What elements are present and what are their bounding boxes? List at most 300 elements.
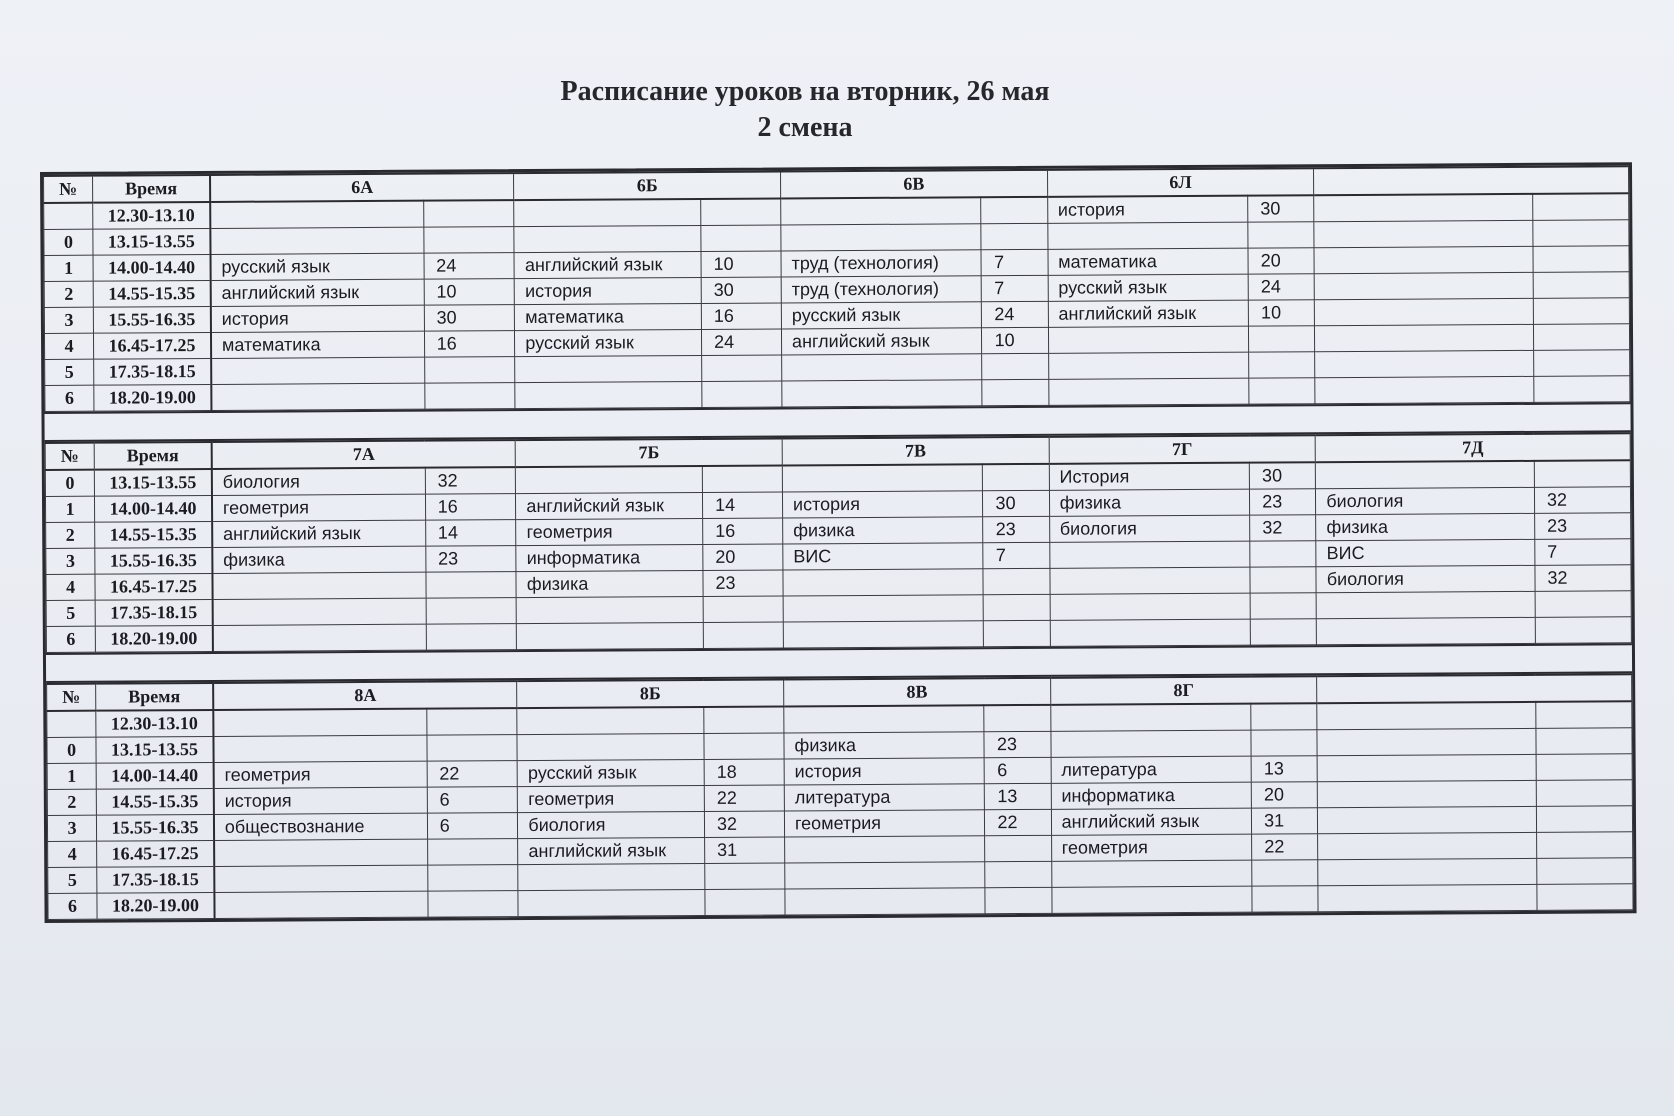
subject-cell: английский язык — [212, 520, 425, 547]
subject-cell: физика — [783, 517, 984, 544]
room-cell — [703, 622, 783, 648]
room-cell: 23 — [984, 731, 1050, 757]
class-header: 6Л — [1047, 168, 1314, 197]
room-cell: 23 — [983, 516, 1049, 542]
class-header: 6Б — [514, 171, 781, 200]
room-cell: 24 — [1248, 274, 1314, 300]
subject-cell: английский язык — [1051, 808, 1252, 835]
lesson-number: 6 — [45, 385, 94, 411]
subject-cell: биология — [518, 811, 705, 838]
subject-cell — [514, 225, 701, 252]
room-cell: 23 — [1250, 489, 1316, 515]
lesson-time: 16.45-17.25 — [97, 840, 214, 867]
subject-cell — [1049, 541, 1250, 568]
subject-cell — [1316, 591, 1535, 618]
room-cell — [1251, 703, 1317, 730]
subject-cell: обществознание — [214, 813, 427, 840]
subject-cell — [1314, 220, 1533, 247]
subject-cell: физика — [1049, 489, 1250, 516]
schedule-block — [45, 432, 1632, 653]
subject-cell: математика — [515, 303, 702, 330]
subject-cell — [1048, 378, 1249, 405]
lesson-number: 4 — [46, 574, 95, 600]
subject-cell — [1318, 858, 1537, 885]
room-cell — [704, 706, 784, 733]
room-cell — [426, 624, 517, 651]
lesson-number: 5 — [45, 359, 94, 385]
room-cell — [702, 381, 782, 407]
lesson-time: 13.15-13.55 — [93, 228, 210, 255]
room-cell — [1533, 193, 1629, 220]
subject-cell: история — [1047, 196, 1248, 224]
lesson-number: 2 — [44, 281, 93, 307]
subject-cell: русский язык — [781, 302, 982, 329]
subject-cell — [781, 224, 982, 251]
subject-cell: труд (технология) — [781, 250, 982, 277]
lesson-time: 14.00-14.40 — [93, 254, 210, 281]
room-cell — [983, 568, 1049, 594]
class-header: 8А — [213, 681, 517, 710]
room-cell: 32 — [704, 811, 784, 837]
lesson-number: 3 — [47, 815, 96, 841]
subject-cell — [1318, 832, 1537, 859]
room-cell — [1533, 220, 1629, 247]
class-header — [1314, 166, 1629, 195]
room-cell — [985, 887, 1051, 913]
room-cell: 10 — [1248, 300, 1314, 326]
subject-cell: история — [784, 758, 985, 785]
header-num: № — [45, 443, 94, 470]
room-cell — [1252, 886, 1318, 912]
header-time: Время — [96, 683, 213, 711]
subject-cell — [1048, 326, 1249, 353]
room-cell — [985, 835, 1051, 861]
subject-cell — [214, 891, 427, 918]
class-header — [1317, 674, 1632, 703]
header-time: Время — [94, 442, 211, 470]
subject-cell: английский язык — [211, 279, 424, 306]
room-cell — [1533, 272, 1629, 299]
room-cell: 24 — [982, 301, 1048, 327]
room-cell: 13 — [985, 783, 1051, 809]
class-header: 8В — [784, 678, 1051, 707]
lesson-time: 16.45-17.25 — [95, 573, 212, 600]
lesson-number: 3 — [44, 307, 93, 333]
subject-cell: русский язык — [210, 253, 423, 280]
subject-cell — [213, 709, 426, 737]
lesson-time: 13.15-13.55 — [94, 469, 211, 496]
subject-cell — [1052, 886, 1253, 913]
subject-cell — [210, 201, 423, 229]
room-cell — [1534, 350, 1630, 377]
lesson-time: 14.55-15.35 — [96, 788, 213, 815]
subject-cell: геометрия — [784, 810, 985, 837]
room-cell: 22 — [704, 785, 784, 811]
room-cell: 16 — [703, 518, 783, 544]
room-cell: 16 — [701, 303, 781, 329]
subject-cell — [782, 380, 983, 407]
room-cell — [702, 465, 782, 492]
room-cell — [427, 865, 518, 892]
subject-cell: труд (технология) — [781, 276, 982, 303]
schedule-block — [43, 165, 1630, 412]
room-cell: 30 — [424, 305, 515, 332]
room-cell: 32 — [1535, 565, 1631, 592]
room-cell: 32 — [1534, 487, 1630, 514]
subject-cell — [785, 888, 986, 915]
room-cell: 16 — [424, 331, 515, 358]
lesson-time: 14.00-14.40 — [95, 495, 212, 522]
room-cell: 6 — [985, 757, 1051, 783]
lesson-number — [44, 203, 93, 230]
subject-cell — [781, 197, 982, 225]
subject-cell — [1315, 376, 1534, 403]
subject-cell: геометрия — [213, 761, 426, 788]
room-cell — [1252, 860, 1318, 886]
class-header: 7В — [782, 437, 1049, 466]
subject-cell: русский язык — [1048, 274, 1249, 301]
room-cell — [701, 225, 781, 251]
class-header: 6А — [210, 173, 514, 202]
lesson-time: 13.15-13.55 — [96, 736, 213, 763]
subject-cell — [1314, 194, 1533, 222]
subject-cell: английский язык — [516, 492, 703, 519]
room-cell — [1250, 593, 1316, 619]
subject-cell — [1318, 806, 1537, 833]
room-cell — [426, 708, 517, 735]
lesson-number: 4 — [48, 841, 97, 867]
room-cell — [703, 596, 783, 622]
lesson-number: 5 — [48, 867, 97, 893]
lesson-time: 16.45-17.25 — [94, 332, 211, 359]
room-cell: 7 — [982, 275, 1048, 301]
subject-cell: литература — [1051, 756, 1252, 783]
lesson-number: 1 — [47, 763, 96, 789]
room-cell — [1249, 352, 1315, 378]
subject-cell: биология — [1316, 487, 1535, 514]
room-cell: 13 — [1251, 756, 1317, 782]
subject-cell: английский язык — [1048, 300, 1249, 327]
lesson-number: 1 — [45, 496, 94, 522]
subject-cell — [1317, 617, 1536, 644]
subject-cell — [514, 199, 701, 227]
subject-cell: история — [782, 491, 983, 518]
room-cell: 23 — [1535, 513, 1631, 540]
room-cell — [1536, 754, 1632, 781]
subject-cell — [212, 598, 425, 625]
subject-cell — [214, 865, 427, 892]
subject-cell — [1314, 246, 1533, 273]
subject-cell — [1316, 461, 1535, 489]
lesson-time: 12.30-13.10 — [93, 202, 210, 229]
class-header: 7Б — [515, 438, 782, 467]
subject-cell: биология — [1316, 565, 1535, 592]
lesson-time: 15.55-16.35 — [96, 814, 213, 841]
class-header: 7Д — [1315, 433, 1630, 462]
subject-cell — [515, 355, 702, 382]
room-cell — [702, 355, 782, 381]
room-cell: 16 — [425, 494, 516, 521]
room-cell: 7 — [983, 542, 1049, 568]
room-cell — [984, 705, 1050, 732]
room-cell: 7 — [981, 249, 1047, 275]
room-cell — [705, 863, 785, 889]
lesson-number: 1 — [44, 255, 93, 281]
class-header: 8Г — [1050, 676, 1317, 705]
lesson-number: 3 — [46, 548, 95, 574]
lesson-time: 15.55-16.35 — [95, 547, 212, 574]
subject-cell — [783, 569, 984, 596]
room-cell — [1250, 619, 1316, 645]
header-num: № — [47, 684, 96, 711]
subject-cell — [1047, 222, 1248, 249]
room-cell — [984, 620, 1050, 646]
subject-cell — [782, 354, 983, 381]
subject-cell — [1318, 884, 1537, 911]
room-cell — [1248, 222, 1314, 248]
room-cell — [1536, 728, 1632, 755]
lesson-number — [47, 711, 96, 738]
room-cell: 22 — [1252, 834, 1318, 860]
subject-cell — [784, 705, 985, 733]
room-cell: 31 — [705, 837, 785, 863]
room-cell: 6 — [427, 787, 518, 814]
room-cell — [705, 889, 785, 915]
lesson-time: 14.55-15.35 — [95, 521, 212, 548]
subject-cell: физика — [212, 546, 425, 573]
subject-cell — [782, 464, 983, 492]
subject-cell: геометрия — [212, 494, 425, 521]
room-cell — [1536, 780, 1632, 807]
subject-cell — [1050, 593, 1251, 620]
subject-cell: информатика — [516, 544, 703, 571]
room-cell: 20 — [703, 544, 783, 570]
room-cell: 20 — [1248, 248, 1314, 274]
schedule-table — [40, 162, 1637, 923]
lesson-number: 4 — [44, 333, 93, 359]
room-cell — [1533, 298, 1629, 325]
subject-cell — [212, 572, 425, 599]
room-cell — [1249, 326, 1315, 352]
room-cell — [704, 733, 784, 759]
subject-cell — [785, 862, 986, 889]
room-cell: 18 — [704, 759, 784, 785]
subject-cell: физика — [1316, 513, 1535, 540]
room-cell — [701, 198, 781, 225]
lesson-time: 14.00-14.40 — [96, 762, 213, 789]
subject-cell: история — [214, 787, 427, 814]
room-cell — [424, 383, 515, 410]
room-cell — [984, 594, 1050, 620]
room-cell: 7 — [1535, 539, 1631, 566]
subject-cell: информатика — [1051, 782, 1252, 809]
room-cell — [1250, 541, 1316, 567]
room-cell — [428, 891, 519, 918]
room-cell: 30 — [1249, 462, 1315, 489]
room-cell — [1537, 884, 1633, 911]
room-cell — [1535, 617, 1631, 644]
room-cell — [424, 357, 515, 384]
subject-cell: литература — [784, 784, 985, 811]
room-cell — [1533, 324, 1629, 351]
subject-cell — [210, 227, 423, 254]
lesson-time: 15.55-16.35 — [93, 306, 210, 333]
subject-cell — [214, 839, 427, 866]
room-cell: 6 — [427, 813, 518, 840]
subject-cell — [1315, 350, 1534, 377]
room-cell: 23 — [703, 570, 783, 596]
subject-cell: ВИС — [783, 543, 984, 570]
subject-cell — [1317, 702, 1536, 730]
subject-cell: биология — [1049, 515, 1250, 542]
room-cell: 32 — [425, 467, 516, 494]
subject-cell: русский язык — [517, 759, 704, 786]
subject-cell: английский язык — [518, 837, 705, 864]
subject-cell — [1315, 324, 1534, 351]
lesson-number: 2 — [46, 522, 95, 548]
room-cell — [1250, 567, 1316, 593]
lesson-number: 5 — [46, 600, 95, 626]
room-cell: 20 — [1251, 782, 1317, 808]
lesson-time: 18.20-19.00 — [97, 892, 214, 919]
room-cell: 24 — [701, 329, 781, 355]
room-cell: 22 — [427, 761, 518, 788]
subject-cell — [518, 863, 705, 890]
subject-cell — [1317, 728, 1536, 755]
header-num: № — [44, 176, 93, 203]
class-header: 8Б — [517, 679, 784, 708]
subject-cell: геометрия — [518, 785, 705, 812]
subject-cell: математика — [1048, 248, 1249, 275]
subject-cell — [1050, 619, 1251, 646]
subject-cell — [785, 836, 986, 863]
room-cell — [427, 839, 518, 866]
lesson-time: 14.55-15.35 — [93, 280, 210, 307]
class-header: 7А — [212, 440, 516, 469]
subject-cell: История — [1049, 463, 1250, 491]
room-cell — [426, 598, 517, 625]
subject-cell — [515, 381, 702, 408]
subject-cell — [211, 383, 424, 410]
room-cell — [983, 464, 1049, 491]
room-cell — [1536, 701, 1632, 728]
room-cell — [1536, 832, 1632, 859]
room-cell: 22 — [985, 809, 1051, 835]
room-cell: 14 — [702, 492, 782, 518]
lesson-time: 17.35-18.15 — [97, 866, 214, 893]
subject-cell — [1051, 860, 1252, 887]
page-title: Расписание уроков на вторник, 26 мая — [560, 76, 1050, 107]
subject-cell: геометрия — [516, 518, 703, 545]
room-cell — [1533, 246, 1629, 273]
subject-cell — [517, 707, 704, 735]
subject-cell: физика — [516, 570, 703, 597]
subject-cell — [211, 357, 424, 384]
room-cell: 10 — [982, 327, 1048, 353]
subject-cell — [518, 889, 705, 916]
room-cell — [981, 197, 1047, 224]
room-cell — [1534, 376, 1630, 403]
lesson-number: 2 — [47, 789, 96, 815]
subject-cell: геометрия — [1051, 834, 1252, 861]
room-cell: 30 — [983, 490, 1049, 516]
title-block — [330, 74, 1280, 146]
room-cell: 32 — [1250, 515, 1316, 541]
room-cell: 10 — [701, 251, 781, 277]
room-cell: 24 — [424, 253, 515, 280]
subject-cell — [1314, 272, 1533, 299]
lesson-number: 6 — [46, 626, 95, 652]
subject-cell — [516, 596, 703, 623]
subject-cell — [213, 735, 426, 762]
subject-cell — [1051, 730, 1252, 757]
lesson-number: 0 — [44, 229, 93, 255]
lesson-time: 18.20-19.00 — [95, 625, 212, 652]
lesson-number: 6 — [48, 893, 97, 919]
subject-cell — [517, 622, 704, 649]
room-cell: 30 — [701, 277, 781, 303]
subject-cell: ВИС — [1316, 539, 1535, 566]
lesson-number: 0 — [47, 737, 96, 763]
subject-cell: математика — [211, 331, 424, 358]
subject-cell — [1050, 567, 1251, 594]
subject-cell — [1315, 298, 1534, 325]
subject-cell: история — [515, 277, 702, 304]
room-cell — [1249, 378, 1315, 404]
room-cell — [1251, 730, 1317, 756]
schedule-block — [46, 673, 1633, 920]
lesson-number: 0 — [45, 470, 94, 497]
lesson-time: 18.20-19.00 — [94, 384, 211, 411]
subject-cell — [783, 595, 984, 622]
room-cell — [424, 227, 515, 254]
room-cell — [426, 572, 517, 599]
page-subtitle: 2 смена — [757, 112, 853, 143]
room-cell — [427, 735, 518, 762]
room-cell — [1534, 460, 1630, 487]
subject-cell: русский язык — [515, 329, 702, 356]
subject-cell — [783, 621, 984, 648]
room-cell — [1535, 591, 1631, 618]
lesson-time: 12.30-13.10 — [96, 710, 213, 737]
room-cell: 14 — [425, 520, 516, 547]
room-cell — [982, 379, 1048, 405]
subject-cell: история — [211, 305, 424, 332]
class-header: 7Г — [1049, 435, 1316, 464]
subject-cell — [1048, 352, 1249, 379]
room-cell — [423, 200, 514, 227]
subject-cell: физика — [784, 732, 985, 759]
room-cell: 10 — [424, 279, 515, 306]
room-cell: 31 — [1252, 808, 1318, 834]
class-header: 6В — [780, 170, 1047, 199]
room-cell — [981, 223, 1047, 249]
room-cell — [985, 861, 1051, 887]
subject-cell: английский язык — [514, 251, 701, 278]
subject-cell — [517, 733, 704, 760]
room-cell — [982, 353, 1048, 379]
subject-cell — [1318, 780, 1537, 807]
room-cell: 30 — [1248, 195, 1314, 222]
subject-cell — [516, 466, 703, 494]
subject-cell — [1050, 704, 1251, 732]
subject-cell: английский язык — [781, 328, 982, 355]
room-cell — [1536, 806, 1632, 833]
lesson-time: 17.35-18.15 — [94, 358, 211, 385]
room-cell — [1537, 858, 1633, 885]
subject-cell — [213, 624, 426, 651]
subject-cell — [1317, 754, 1536, 781]
